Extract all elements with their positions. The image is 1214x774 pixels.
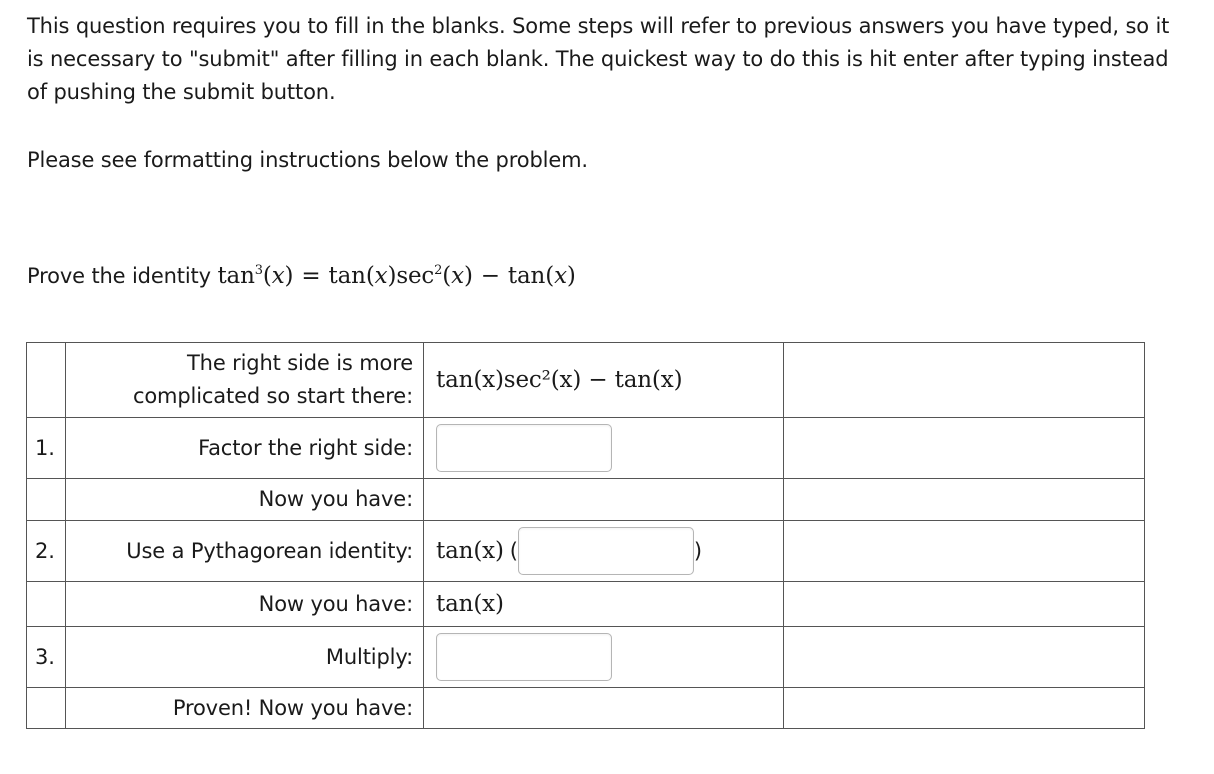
table-row — [27, 479, 1145, 521]
step-value — [424, 688, 784, 729]
step-label: Factor the right side: — [66, 418, 424, 479]
empty-cell — [784, 479, 1145, 521]
step-number — [27, 688, 66, 729]
step-value — [424, 418, 784, 479]
tan-prefix: tan(x) — [436, 538, 504, 564]
open-paren: ( — [509, 539, 518, 563]
empty-cell — [784, 418, 1145, 479]
empty-cell — [784, 343, 1145, 418]
step-label: Multiply: — [66, 627, 424, 688]
proof-steps-table — [26, 342, 1145, 729]
table-row — [27, 343, 1145, 418]
pythagorean-identity-input[interactable] — [518, 527, 694, 575]
table-row — [27, 418, 1145, 479]
table-row — [27, 582, 1145, 627]
step-number: 2. — [27, 521, 66, 582]
table-row — [27, 521, 1145, 582]
right-side-expression: tan(x)sec²(x) − tan(x) — [436, 367, 683, 393]
step-value — [424, 627, 784, 688]
step-number: 1. — [27, 418, 66, 479]
step-value — [424, 343, 784, 418]
problem-statement — [27, 258, 576, 294]
step-number — [27, 343, 66, 418]
table-row — [27, 627, 1145, 688]
tan-expression: tan(x) — [436, 591, 504, 617]
identity-expression: $\tan^3(x) = \tan(x)\sec^2(x) - \tan(x)$ — [217, 263, 576, 289]
step-label: The right side is more complicated so start there: — [66, 343, 424, 418]
empty-cell — [784, 688, 1145, 729]
step-label: Now you have: — [66, 582, 424, 627]
multiply-answer-input[interactable] — [436, 633, 612, 681]
step-label: Use a Pythagorean identity: — [66, 521, 424, 582]
step-number — [27, 582, 66, 627]
factor-answer-input[interactable] — [436, 424, 612, 472]
step-value — [424, 521, 784, 582]
step-number: 3. — [27, 627, 66, 688]
close-paren: ) — [693, 539, 702, 563]
step-value — [424, 582, 784, 627]
step-value — [424, 479, 784, 521]
formatting-note: Please see formatting instructions below the problem. — [27, 148, 588, 172]
empty-cell — [784, 521, 1145, 582]
step-label: Now you have: — [66, 479, 424, 521]
empty-cell — [784, 582, 1145, 627]
step-number — [27, 479, 66, 521]
problem-prompt: Prove the identity — [27, 264, 211, 288]
empty-cell — [784, 627, 1145, 688]
step-label: Proven! Now you have: — [66, 688, 424, 729]
instructions-paragraph: This question requires you to fill in the blanks. Some steps will refer to previous answers you have typed, so it is necessary to "submit" after filling in each blank. The quickest way to do this is hit enter after typing instead of pushing the submit button. — [27, 14, 1170, 104]
table-row — [27, 688, 1145, 729]
